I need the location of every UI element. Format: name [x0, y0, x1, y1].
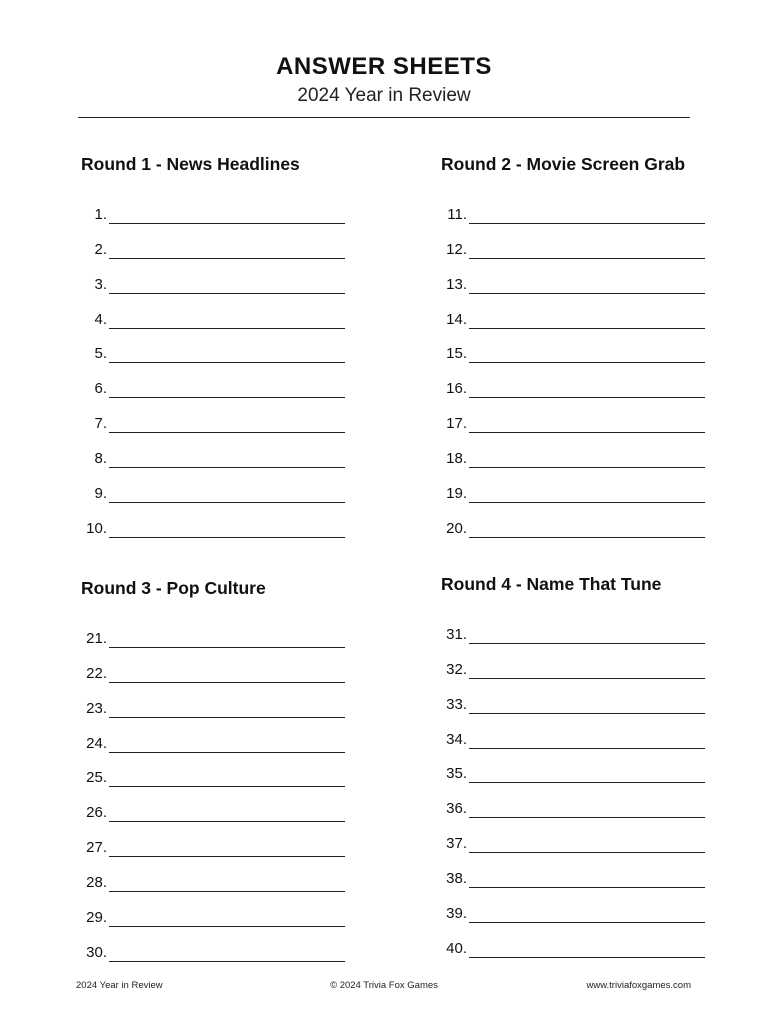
- answer-row: [441, 645, 731, 680]
- answer-number: 6.: [94, 380, 107, 398]
- answer-number: 20.: [446, 519, 467, 537]
- round-2-section: [441, 152, 731, 539]
- answer-number: 11.: [447, 205, 467, 223]
- answer-line[interactable]: [109, 467, 345, 468]
- answer-line[interactable]: [469, 467, 705, 468]
- answer-number: 10.: [86, 519, 107, 537]
- answer-row: [441, 330, 731, 365]
- answer-number: 8.: [94, 450, 107, 468]
- answer-number: 12.: [446, 240, 467, 258]
- answer-row: [81, 330, 371, 365]
- answer-line[interactable]: [109, 293, 345, 294]
- answer-number: 14.: [446, 310, 467, 328]
- answer-list: [441, 610, 731, 959]
- footer-website: www.triviafoxgames.com: [586, 980, 691, 991]
- answer-row: [441, 399, 731, 434]
- answer-row: [81, 684, 371, 719]
- answer-line[interactable]: [469, 223, 705, 224]
- page-header: [0, 52, 768, 109]
- answer-line[interactable]: [469, 713, 705, 714]
- answer-line[interactable]: [109, 891, 345, 892]
- answer-number: 39.: [446, 905, 467, 923]
- answer-row: [441, 260, 731, 295]
- answer-number: 34.: [446, 730, 467, 748]
- answer-line[interactable]: [109, 258, 345, 259]
- answer-row: [81, 823, 371, 858]
- answer-number: 1.: [94, 205, 107, 223]
- answer-number: 16.: [446, 380, 467, 398]
- answer-row: [441, 469, 731, 504]
- answer-number: 7.: [94, 415, 107, 433]
- round-title: Round 3 - Pop Culture: [81, 578, 266, 598]
- answer-number: 17.: [446, 415, 467, 433]
- answer-row: [81, 858, 371, 893]
- answer-number: 4.: [94, 310, 107, 328]
- round-1-section: [81, 152, 371, 539]
- answer-line[interactable]: [109, 682, 345, 683]
- answer-list: [81, 614, 371, 963]
- answer-line[interactable]: [469, 887, 705, 888]
- answer-line[interactable]: [469, 362, 705, 363]
- answer-row: [441, 434, 731, 469]
- answer-line[interactable]: [109, 647, 345, 648]
- round-title: Round 2 - Movie Screen Grab: [441, 154, 686, 174]
- answer-number: 21.: [86, 629, 107, 647]
- answer-line[interactable]: [469, 852, 705, 853]
- answer-number: 27.: [86, 839, 107, 857]
- answer-line[interactable]: [109, 502, 345, 503]
- answer-line[interactable]: [469, 922, 705, 923]
- answer-number: 5.: [94, 345, 107, 363]
- answer-row: [441, 715, 731, 750]
- answer-row: [81, 399, 371, 434]
- page-subtitle: 2024 Year in Review: [297, 85, 471, 106]
- answer-row: [441, 819, 731, 854]
- answer-line[interactable]: [109, 223, 345, 224]
- answer-line[interactable]: [469, 643, 705, 644]
- answer-line[interactable]: [469, 258, 705, 259]
- answer-number: 35.: [446, 765, 467, 783]
- answer-list: [441, 190, 731, 539]
- answer-row: [81, 225, 371, 260]
- answer-row: [441, 889, 731, 924]
- answer-number: 40.: [446, 939, 467, 957]
- answer-line[interactable]: [469, 782, 705, 783]
- answer-line[interactable]: [109, 328, 345, 329]
- answer-row: [81, 893, 371, 928]
- answer-number: 28.: [86, 874, 107, 892]
- answer-row: [81, 788, 371, 823]
- answer-line[interactable]: [109, 961, 345, 962]
- answer-line[interactable]: [109, 786, 345, 787]
- round-title: Round 1 - News Headlines: [81, 154, 300, 174]
- answer-row: [81, 719, 371, 754]
- answer-line[interactable]: [109, 362, 345, 363]
- answer-line[interactable]: [469, 432, 705, 433]
- answer-number: 30.: [86, 943, 107, 961]
- answer-row: [81, 190, 371, 225]
- page-title: ANSWER SHEETS: [276, 53, 492, 80]
- answer-row: [441, 610, 731, 645]
- round-4-section: [441, 572, 731, 959]
- answer-row: [441, 854, 731, 889]
- answer-line[interactable]: [469, 748, 705, 749]
- answer-number: 3.: [94, 275, 107, 293]
- answer-number: 37.: [446, 835, 467, 853]
- answer-row: [81, 504, 371, 539]
- answer-row: [81, 295, 371, 330]
- answer-line[interactable]: [109, 717, 345, 718]
- answer-list: [81, 190, 371, 539]
- footer-left: 2024 Year in Review: [76, 980, 163, 991]
- answer-line[interactable]: [109, 397, 345, 398]
- answer-number: 22.: [86, 664, 107, 682]
- answer-number: 24.: [86, 734, 107, 752]
- answer-row: [441, 504, 731, 539]
- answer-number: 32.: [446, 660, 467, 678]
- answer-row: [81, 260, 371, 295]
- answer-number: 29.: [86, 909, 107, 927]
- answer-row: [441, 190, 731, 225]
- answer-row: [81, 928, 371, 963]
- answer-row: [81, 364, 371, 399]
- answer-row: [441, 364, 731, 399]
- answer-row: [81, 434, 371, 469]
- answer-row: [81, 469, 371, 504]
- answer-line[interactable]: [109, 856, 345, 857]
- answer-row: [441, 295, 731, 330]
- answer-line[interactable]: [469, 328, 705, 329]
- answer-number: 19.: [446, 485, 467, 503]
- answer-line[interactable]: [469, 678, 705, 679]
- answer-number: 33.: [446, 695, 467, 713]
- answer-row: [81, 649, 371, 684]
- answer-row: [441, 750, 731, 785]
- answer-row: [81, 754, 371, 789]
- answer-row: [441, 784, 731, 819]
- answer-line[interactable]: [109, 926, 345, 927]
- header-divider: [78, 117, 690, 118]
- answer-line[interactable]: [109, 752, 345, 753]
- round-title: Round 4 - Name That Tune: [441, 574, 662, 594]
- answer-number: 13.: [446, 275, 467, 293]
- answer-number: 2.: [94, 240, 107, 258]
- answer-line[interactable]: [109, 537, 345, 538]
- answer-number: 25.: [86, 769, 107, 787]
- answer-row: [441, 225, 731, 260]
- answer-number: 15.: [446, 345, 467, 363]
- round-3-section: [81, 576, 371, 963]
- answer-number: 23.: [86, 699, 107, 717]
- answer-line[interactable]: [469, 502, 705, 503]
- answer-row: [441, 680, 731, 715]
- answer-line[interactable]: [469, 817, 705, 818]
- answer-line[interactable]: [109, 821, 345, 822]
- answer-line[interactable]: [469, 293, 705, 294]
- answer-number: 36.: [446, 800, 467, 818]
- answer-line[interactable]: [469, 957, 705, 958]
- answer-number: 26.: [86, 804, 107, 822]
- footer-copyright: © 2024 Trivia Fox Games: [330, 980, 438, 991]
- answer-line[interactable]: [469, 537, 705, 538]
- answer-number: 9.: [94, 485, 107, 503]
- answer-row: [441, 924, 731, 959]
- answer-row: [81, 614, 371, 649]
- answer-line[interactable]: [109, 432, 345, 433]
- answer-number: 31.: [446, 625, 467, 643]
- answer-number: 38.: [446, 870, 467, 888]
- answer-number: 18.: [446, 450, 467, 468]
- answer-line[interactable]: [469, 397, 705, 398]
